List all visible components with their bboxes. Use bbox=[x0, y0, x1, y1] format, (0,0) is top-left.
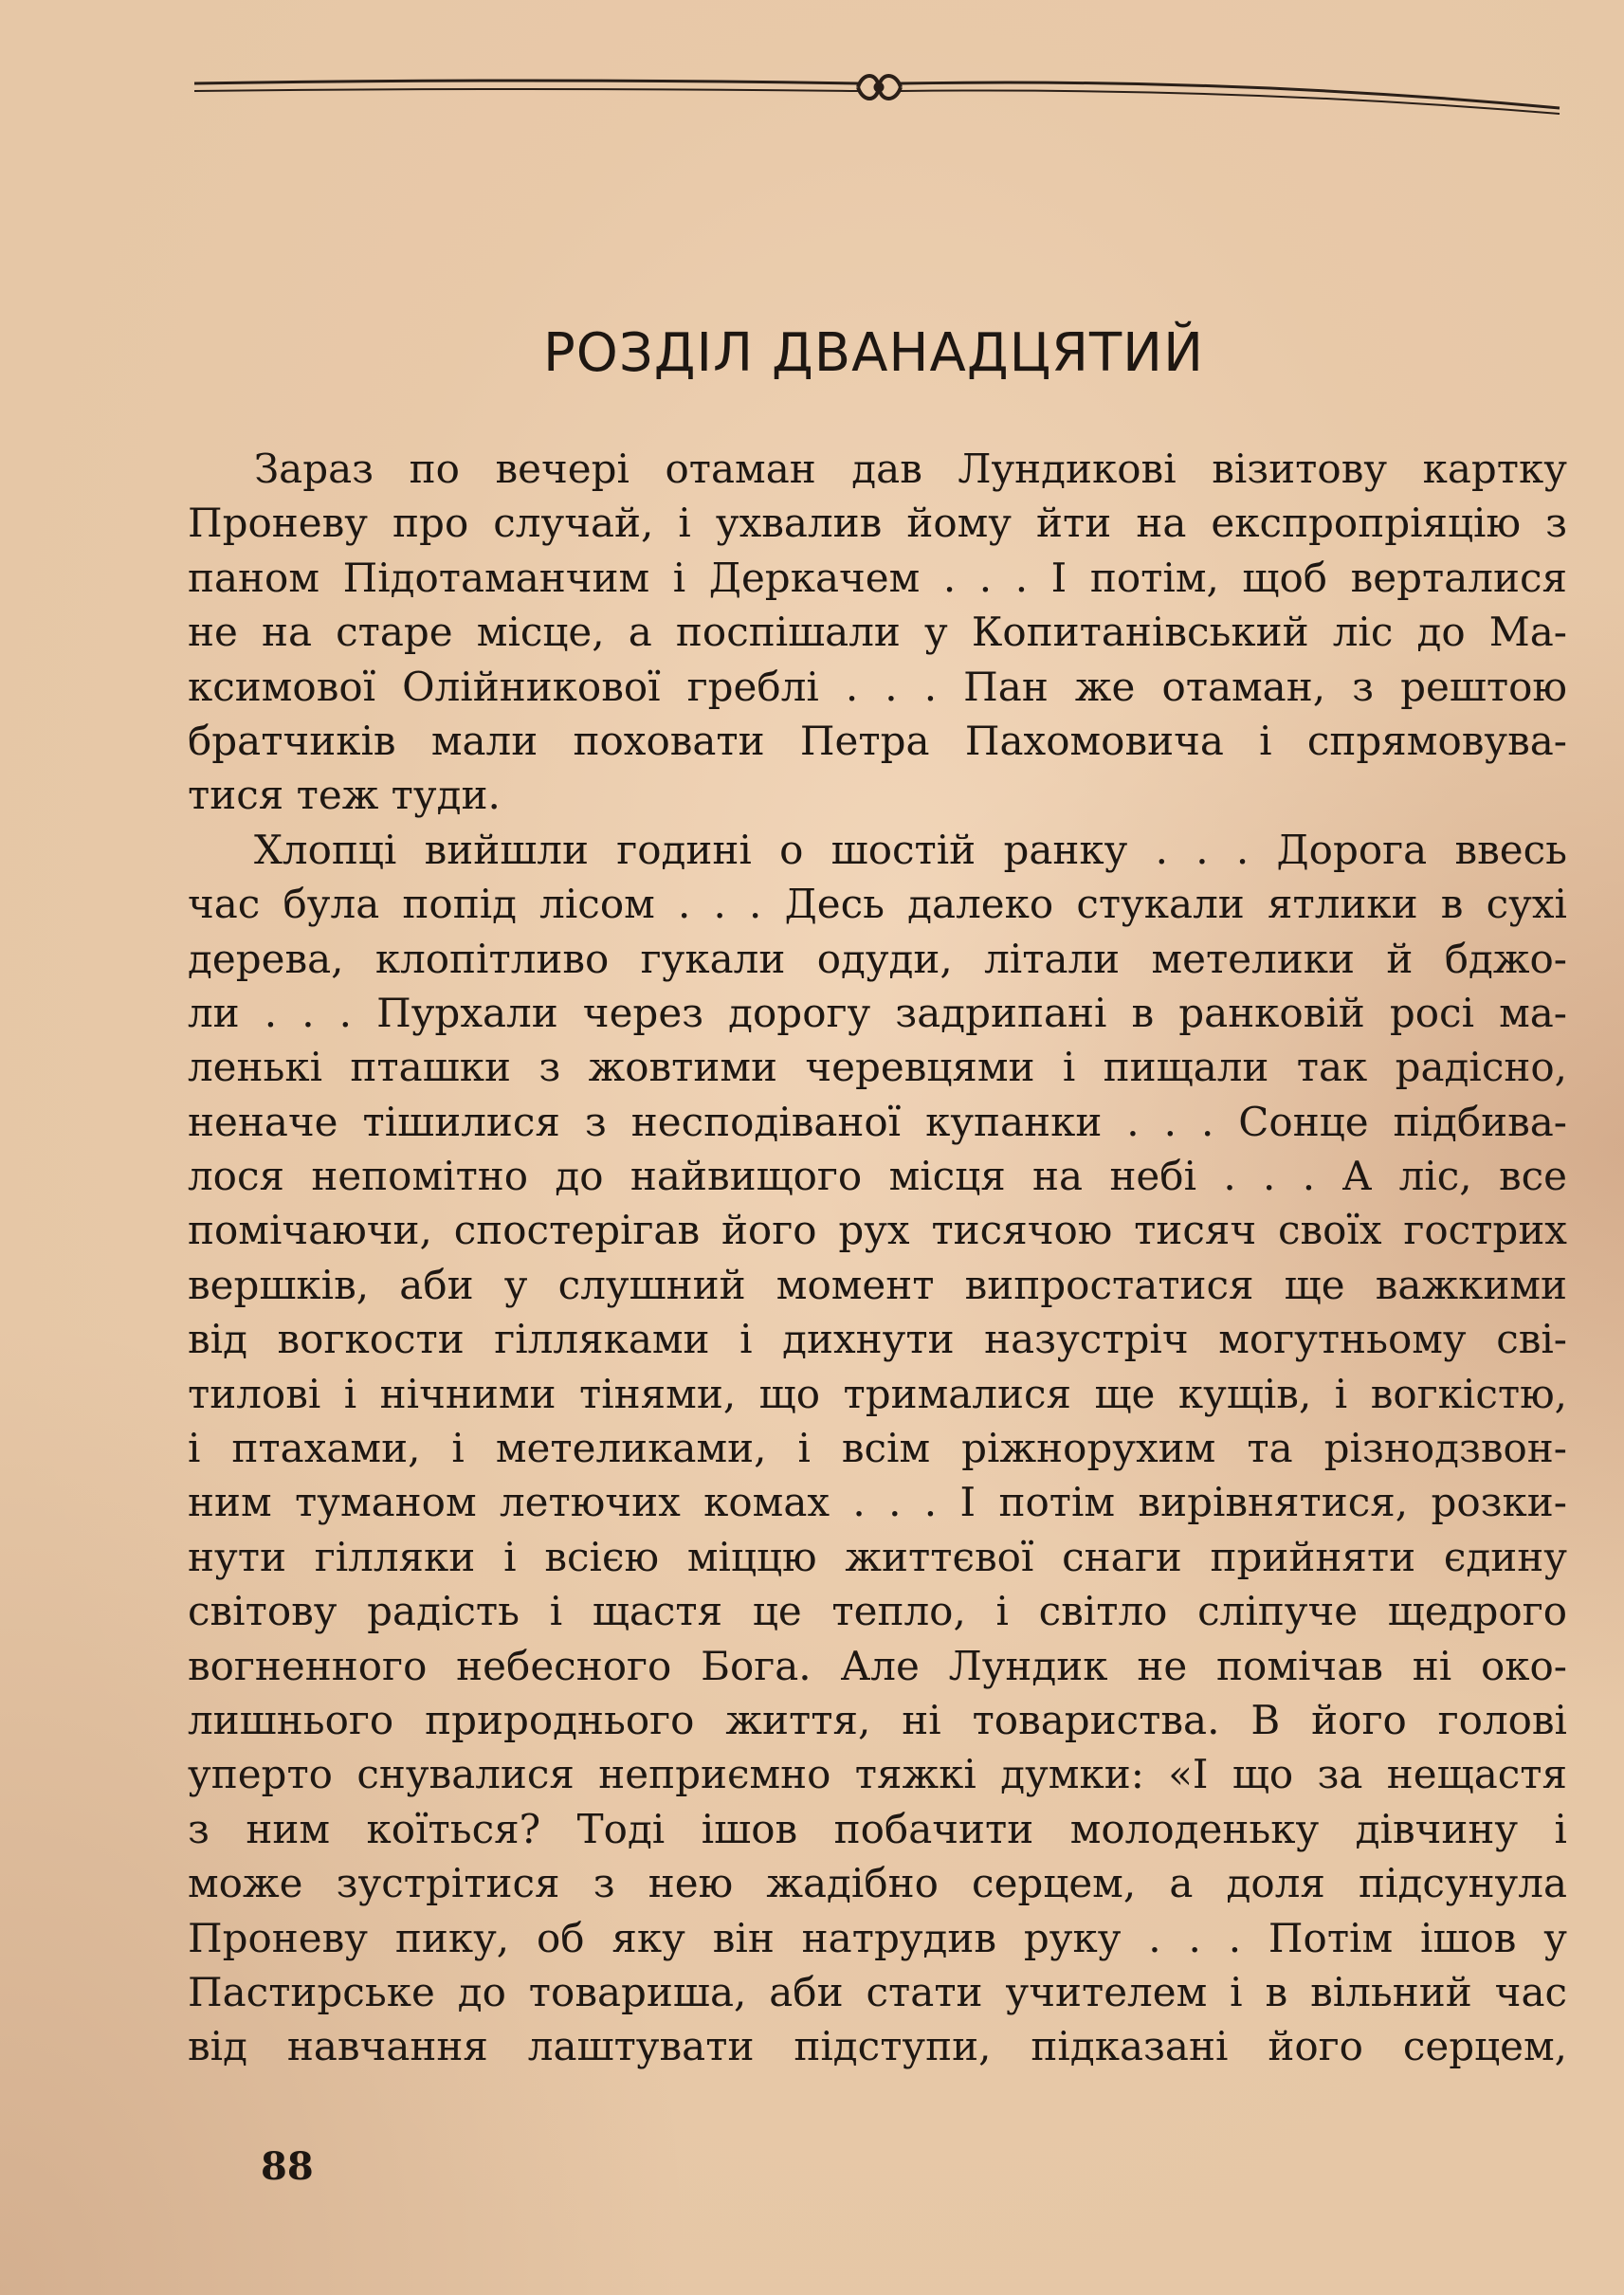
text-line: ним туманом летючих комах . . . І потім вирівнятися, розки- bbox=[188, 1479, 1567, 1526]
chapter-ornament-rule bbox=[194, 59, 1564, 125]
text-line: братчиків мали поховати Петра Пахомовича і спрямовува- bbox=[188, 717, 1567, 764]
chapter-title: РОЗДІЛ ДВАНАДЦЯТИЙ bbox=[543, 322, 1204, 384]
text-line: вогненного небесного Бога. Але Лундик не помічав ні око- bbox=[188, 1642, 1567, 1689]
text-line: з ним коїться? Тоді ішов побачити молоденьку дівчину і bbox=[188, 1805, 1567, 1852]
text-line: вершків, аби у слушний момент випростатися ще важкими bbox=[188, 1261, 1567, 1308]
text-line: Проневу пику, об яку він натрудив руку . . . Потім ішов у bbox=[188, 1914, 1567, 1961]
text-line: і птахами, і метеликами, і всім ріжнорухим та різнодзвон- bbox=[188, 1425, 1567, 1472]
text-line: Хлопці вийшли годині о шостій ранку . . . Дорога ввесь bbox=[254, 826, 1567, 873]
text-line: неначе тішилися з несподіваної купанки . . . Сонце підбива- bbox=[188, 1098, 1567, 1145]
text-line: від навчання лаштувати підступи, підказані його серцем, bbox=[188, 2023, 1567, 2070]
text-line: помічаючи, спостерігав його рух тисячою тисяч своїх гострих bbox=[188, 1207, 1567, 1254]
text-line: світову радість і щастя це тепло, і світло сліпуче щедрого bbox=[188, 1588, 1567, 1635]
body-text bbox=[188, 442, 1567, 2074]
text-line: тилові і нічними тінями, що трималися ще кущів, і вогкістю, bbox=[188, 1370, 1567, 1417]
text-line: Зараз по вечері отаман дав Лундикові візитову картку bbox=[254, 446, 1567, 492]
text-line: тися теж туди. bbox=[188, 772, 501, 819]
paragraph-1 bbox=[188, 442, 1567, 823]
paragraph-2 bbox=[188, 823, 1567, 2074]
text-line: лишнього природнього життя, ні товариства. В його голові bbox=[188, 1696, 1567, 1743]
text-line: ли . . . Пурхали через дорогу задрипані в ранковій росі ма- bbox=[188, 989, 1567, 1036]
text-line: лося непомітно до найвищого місця на небі . . . А ліс, все bbox=[188, 1153, 1567, 1200]
text-line: паном Підотаманчим і Деркачем . . . І потім, щоб верталися bbox=[188, 554, 1567, 601]
text-line: не на старе місце, а поспішали у Копитанівський ліс до Ма- bbox=[188, 609, 1567, 656]
text-line: час була попід лісом . . . Десь далеко стукали ятлики в сухі bbox=[188, 881, 1567, 928]
text-line: ксимової Олійникової греблі . . . Пан же отаман, з рештою bbox=[188, 663, 1567, 710]
text-line: ленькі пташки з жовтими черевцями і пищали так радісно, bbox=[188, 1044, 1567, 1091]
text-line: може зустрітися з нею жадібно серцем, а доля підсунула bbox=[188, 1860, 1567, 1907]
text-line: дерева, клопітливо гукали одуди, літали метелики й бджо- bbox=[188, 935, 1567, 982]
text-line: Пастирське до товариша, аби стати учителем і в вільний час bbox=[188, 1968, 1567, 2015]
text-line: нути гілляки і всією міццю життєвої снаги прийняти єдину bbox=[188, 1533, 1567, 1580]
text-line: уперто снувалися неприємно тяжкі думки: «І що за нещастя bbox=[188, 1751, 1567, 1798]
page-number: 88 bbox=[261, 2144, 314, 2189]
text-line: Проневу про случай, і ухвалив йому йти на експропріяцію з bbox=[188, 500, 1567, 547]
text-line: від вогкости гілляками і дихнути назустріч могутньому сві- bbox=[188, 1316, 1567, 1363]
